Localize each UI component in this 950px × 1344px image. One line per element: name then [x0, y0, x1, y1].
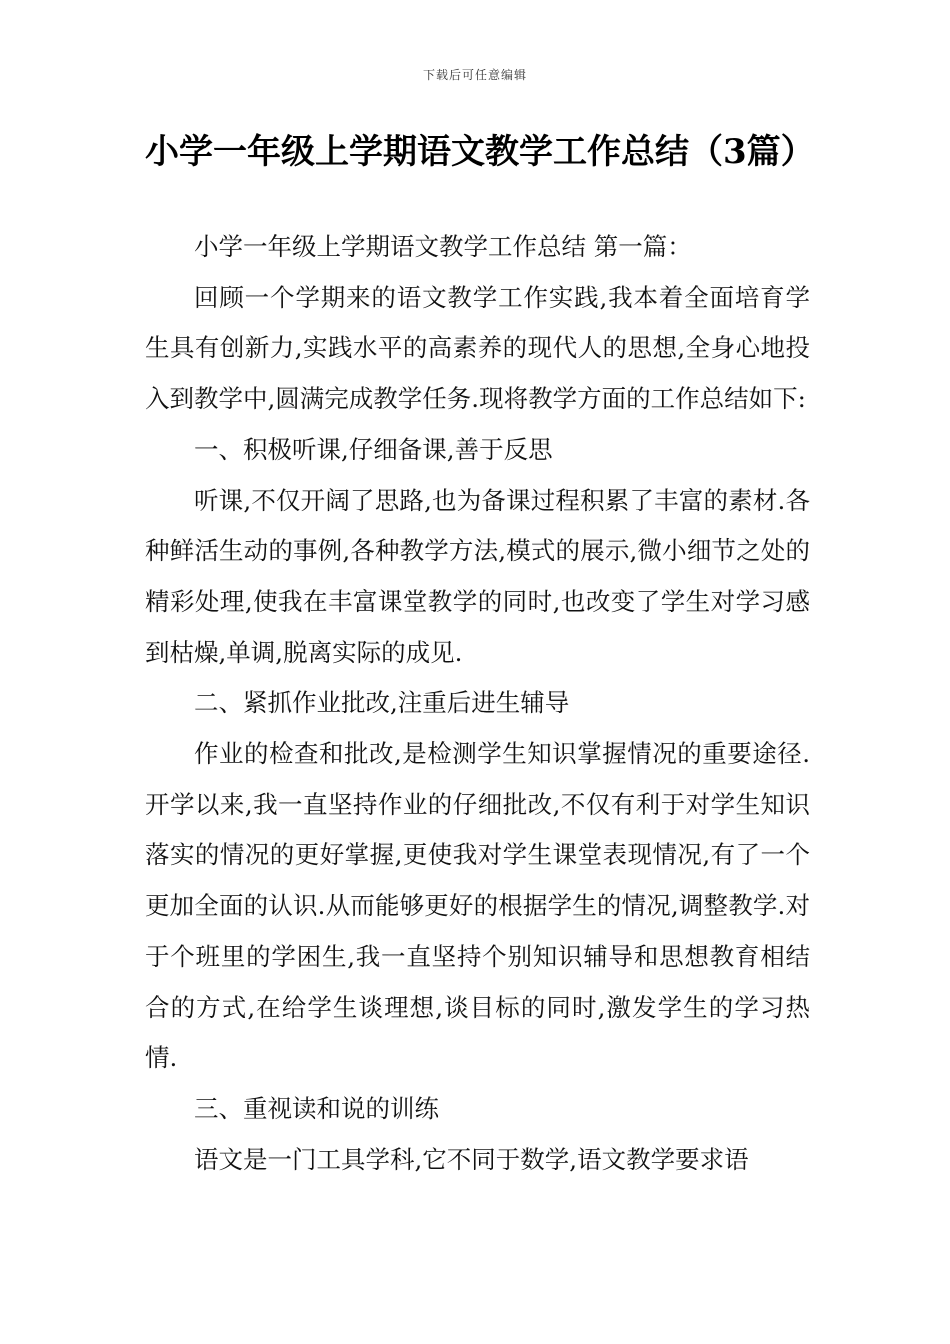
section-heading-first: 小学一年级上学期语文教学工作总结 第一篇：: [194, 232, 692, 261]
point-one-heading: 一、积极听课,仔细备课,善于反思: [194, 434, 553, 464]
point-three-heading: 三、重视读和说的训练: [194, 1093, 439, 1123]
header-note: 下载后可任意编辑: [422, 68, 527, 82]
point-one-paragraph: 听课,不仅开阔了思路,也为备课过程积累了丰富的素材.各种鲜活生动的事例,各种教学方法,模式的展示,微小细节之处的精彩处理,使我在丰富课堂教学的同时,也改变了学生对学习感到枯燥,单调,脱离实际的成见.: [145, 485, 810, 667]
point-two-paragraph: 作业的检查和批改,是检测学生知识掌握情况的重要途径.开学以来,我一直坚持作业的仔细批改,不仅有利于对学生知识落实的情况的更好掌握,更使我对学生课堂表现情况,有了一个更加全面的认识.从而能够更好的根据学生的情况,调整教学.对于个班里的学困生,我一直坚持个别知识辅导和思想教育相结合的方式,在给学生谈理想,谈目标的同时,激发学生的学习热情.: [145, 739, 810, 1073]
document-title: 小学一年级上学期语文教学工作总结（3篇）: [145, 132, 815, 172]
point-two-heading: 二、紧抓作业批改,注重后进生辅导: [194, 688, 570, 718]
intro-paragraph: 回顾一个学期来的语文教学工作实践,我本着全面培育学生具有创新力,实践水平的高素养的现代人的思想,全身心地投入到教学中,圆满完成教学任务.现将教学方面的工作总结如下:: [145, 282, 810, 414]
point-three-paragraph: 语文是一门工具学科,它不同于数学,语文教学要求语: [194, 1144, 749, 1174]
document-body: [145, 222, 810, 1185]
